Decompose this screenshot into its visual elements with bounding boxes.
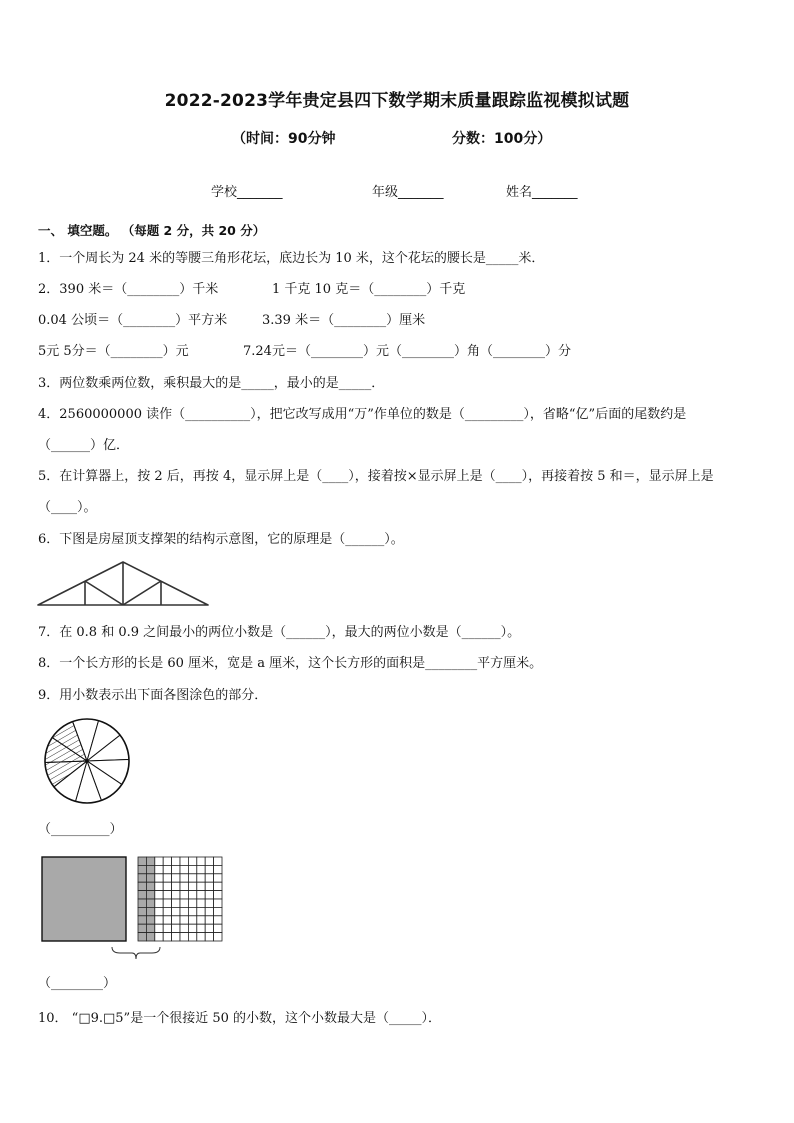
- decimal-grid-figure: [40, 855, 226, 965]
- grid-cell-shaded: [146, 857, 154, 865]
- grid-cell: [214, 899, 222, 907]
- grid-cell-shaded: [138, 882, 146, 890]
- grid-cell: [155, 907, 163, 915]
- grid-cell: [205, 899, 213, 907]
- grid-cell: [197, 916, 205, 924]
- question-5a: 5．在计算器上，按 2 后，再按 4，显示屏上是（____），接着按×显示屏上是（____），再接着按 5 和＝，显示屏上是: [38, 469, 714, 484]
- grid-cell: [197, 924, 205, 932]
- circle-tenths-figure: [40, 716, 134, 806]
- grid-cell: [155, 865, 163, 873]
- question-7: 7．在 0.8 和 0.9 之间最小的两位小数是（______），最大的两位小数是（______）。: [38, 625, 521, 640]
- question-1: 1．一个周长为 24 米的等腰三角形花坛，底边长为 10 米，这个花坛的腰长是_____米．: [38, 251, 545, 266]
- school-field[interactable]: 学校_______: [211, 185, 283, 200]
- grid-cell-shaded: [146, 899, 154, 907]
- question-2e: 5元 5分＝（________）元: [38, 344, 189, 359]
- brace-mark: [112, 947, 160, 959]
- grid-cell-shaded: [146, 907, 154, 915]
- grid-cell: [197, 933, 205, 941]
- grid-cell-shaded: [138, 865, 146, 873]
- grid-cell: [172, 916, 180, 924]
- grid-cell: [188, 857, 196, 865]
- grid-cell: [172, 874, 180, 882]
- question-3: 3．两位数乘两位数，乘积最大的是_____，最小的是_____．: [38, 376, 385, 391]
- grid-cell: [180, 891, 188, 899]
- question-2a: 2．390 米＝（________）千米: [38, 282, 219, 297]
- grid-cell-shaded: [146, 933, 154, 941]
- grid-cell: [180, 933, 188, 941]
- grid-cell: [214, 857, 222, 865]
- grid-cell: [155, 857, 163, 865]
- grid-cell-shaded: [146, 865, 154, 873]
- grid-cell: [180, 865, 188, 873]
- grid-cell-shaded: [138, 924, 146, 932]
- grid-cell: [163, 857, 171, 865]
- question-5b: （____）。: [38, 500, 97, 515]
- truss-right-diagonal: [123, 581, 161, 605]
- grid-cell: [205, 916, 213, 924]
- grid-cell-shaded: [138, 891, 146, 899]
- grid-cell-shaded: [138, 916, 146, 924]
- section-heading: 一、 填空题。 （每题 2 分，共 20 分）: [38, 223, 266, 238]
- grid-cell: [214, 891, 222, 899]
- grid-cell: [188, 882, 196, 890]
- grid-cell: [205, 933, 213, 941]
- grid-cell-shaded: [146, 882, 154, 890]
- grid-cell: [197, 882, 205, 890]
- grid-cell: [172, 924, 180, 932]
- question-4b: （______）亿．: [38, 438, 130, 453]
- question-2b: 1 千克 10 克＝（________）千克: [272, 282, 466, 297]
- grid-cell: [155, 924, 163, 932]
- exam-score: 分数：100分）: [452, 131, 552, 147]
- grid-cell: [163, 865, 171, 873]
- grid-cell: [163, 924, 171, 932]
- grid-cell: [188, 865, 196, 873]
- grid-cell: [197, 865, 205, 873]
- grid-cell: [205, 874, 213, 882]
- grid-cell: [214, 907, 222, 915]
- grid-cell: [180, 924, 188, 932]
- grid-cell: [155, 891, 163, 899]
- grid-cell: [188, 899, 196, 907]
- grid-cell: [172, 899, 180, 907]
- grid-cell: [155, 916, 163, 924]
- grid-cell: [214, 874, 222, 882]
- grid-cell: [197, 857, 205, 865]
- grid-cell: [163, 874, 171, 882]
- grid-cell: [197, 899, 205, 907]
- grid-cell: [163, 916, 171, 924]
- grid-cell: [172, 891, 180, 899]
- grid-cell: [180, 874, 188, 882]
- question-9-blank-1[interactable]: （_________）: [38, 822, 123, 837]
- grid-cell: [205, 865, 213, 873]
- grid-cell: [188, 891, 196, 899]
- question-2d: 3.39 米＝（________）厘米: [262, 313, 426, 328]
- question-10: 10． “□9.□5”是一个很接近 50 的小数，这个小数最大是（_____）．: [38, 1011, 442, 1026]
- question-2c: 0.04 公顷＝（________）平方米: [38, 313, 228, 328]
- grid-cell: [214, 916, 222, 924]
- grid-cell-shaded: [138, 899, 146, 907]
- grid-cell: [214, 933, 222, 941]
- question-9: 9．用小数表示出下面各图涂色的部分．: [38, 688, 268, 703]
- grid-cell-shaded: [138, 857, 146, 865]
- hundred-grid: [138, 857, 222, 941]
- grid-cell: [172, 882, 180, 890]
- grid-cell: [197, 891, 205, 899]
- grid-cell-shaded: [146, 874, 154, 882]
- grid-cell: [205, 924, 213, 932]
- grid-cell: [188, 933, 196, 941]
- grid-cell: [155, 899, 163, 907]
- grid-cell: [163, 899, 171, 907]
- grid-cell: [172, 933, 180, 941]
- grid-cell: [155, 882, 163, 890]
- grid-cell: [205, 907, 213, 915]
- grid-cell: [188, 924, 196, 932]
- grid-cell: [180, 857, 188, 865]
- grid-cell: [214, 924, 222, 932]
- grid-cell-shaded: [146, 916, 154, 924]
- grid-cell: [197, 907, 205, 915]
- grid-cell: [188, 916, 196, 924]
- grid-cell: [163, 882, 171, 890]
- truss-left-diagonal: [85, 581, 123, 605]
- question-4a: 4．2560000000 读作（__________），把它改写成用“万”作单位的数是（_________），省略“亿”后面的尾数约是: [38, 407, 687, 422]
- grid-cell: [205, 891, 213, 899]
- grid-cell: [163, 907, 171, 915]
- exam-time: （时间：90分钟: [232, 131, 336, 147]
- roof-truss-figure: [36, 560, 212, 608]
- grid-cell: [214, 882, 222, 890]
- question-8: 8．一个长方形的长是 60 厘米，宽是 a 厘米，这个长方形的面积是________平方厘米。: [38, 656, 543, 671]
- exam-title: 2022-2023学年贵定县四下数学期末质量跟踪监视模拟试题: [164, 91, 630, 111]
- grid-cell: [214, 865, 222, 873]
- grid-cell: [188, 874, 196, 882]
- question-6: 6．下图是房屋顶支撑架的结构示意图，它的原理是（______）。: [38, 532, 404, 547]
- name-field[interactable]: 姓名_______: [506, 185, 578, 200]
- grid-cell: [172, 907, 180, 915]
- grid-cell: [180, 916, 188, 924]
- grid-cell-shaded: [146, 924, 154, 932]
- grid-cell: [163, 891, 171, 899]
- grid-cell-shaded: [138, 933, 146, 941]
- grid-cell: [163, 933, 171, 941]
- grid-cell: [180, 882, 188, 890]
- grid-cell: [180, 899, 188, 907]
- grid-cell: [172, 865, 180, 873]
- grade-field[interactable]: 年级_______: [372, 185, 444, 200]
- grid-cell: [205, 857, 213, 865]
- grid-cell: [180, 907, 188, 915]
- question-2f: 7.24元＝（________）元（________）角（________）分: [243, 344, 571, 359]
- grid-cell: [197, 874, 205, 882]
- grid-cell: [205, 882, 213, 890]
- full-shaded-square: [42, 857, 126, 941]
- grid-cell: [155, 933, 163, 941]
- grid-cell: [172, 857, 180, 865]
- question-9-blank-2[interactable]: （________）: [38, 976, 117, 991]
- grid-cell-shaded: [146, 891, 154, 899]
- grid-cell-shaded: [138, 907, 146, 915]
- grid-cell: [188, 907, 196, 915]
- grid-cell: [155, 874, 163, 882]
- grid-cell-shaded: [138, 874, 146, 882]
